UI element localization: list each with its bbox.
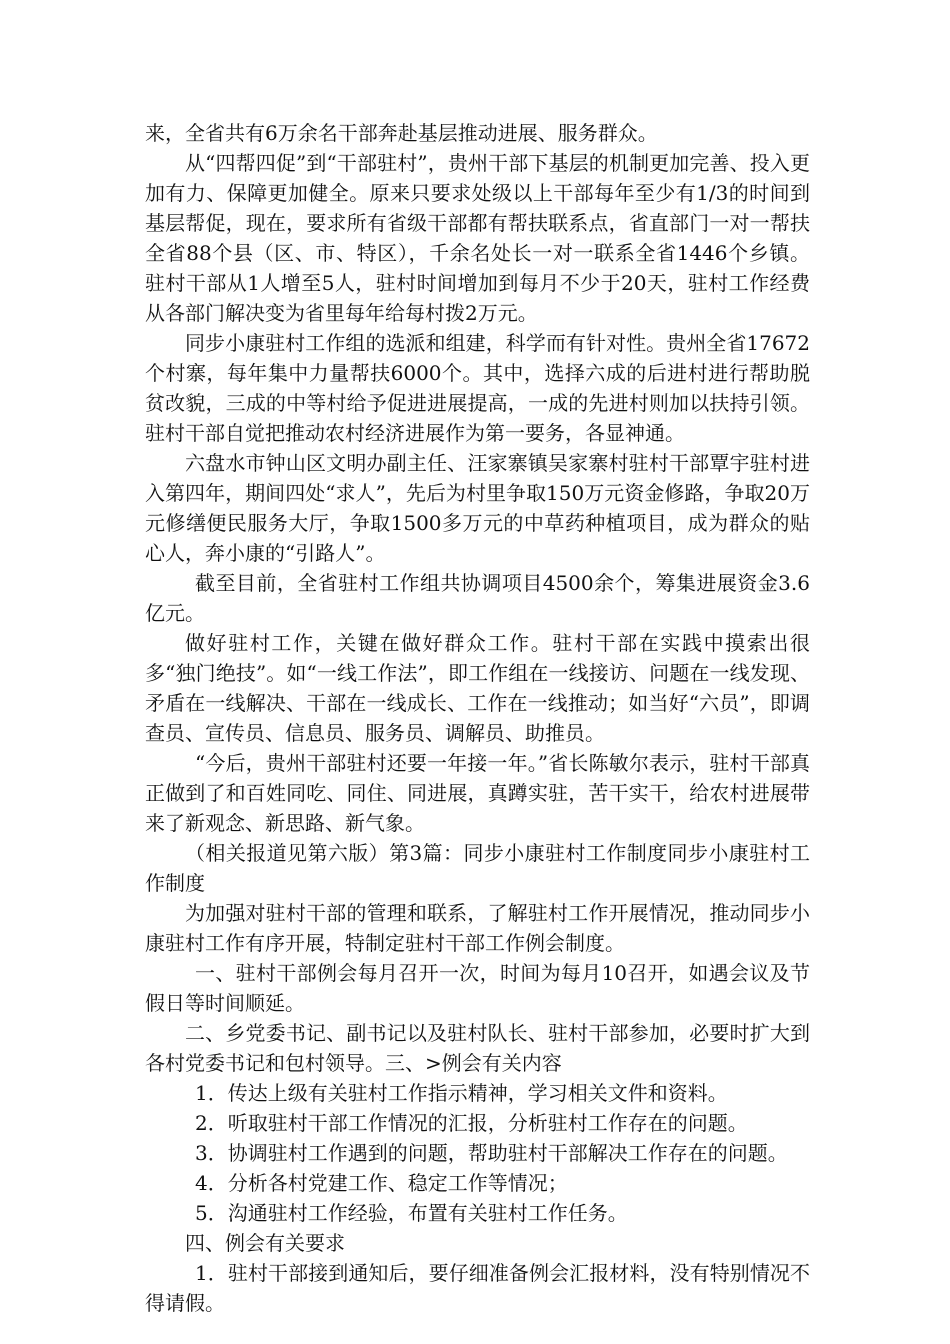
list-item-2: 2．听取驻村干部工作情况的汇报，分析驻村工作存在的问题。	[195, 1111, 748, 1135]
paragraph-10: 一、驻村干部例会每月召开一次，时间为每月10召开，如遇会议及节假日等时间顺延。	[145, 961, 810, 1015]
paragraph-3: 同步小康驻村工作组的选派和组建，科学而有针对性。贵州全省17672个村寨，每年集中力量帮扶6000个。其中，选择六成的后进村进行帮助脱贫改貌，三成的中等村给予促进进展提高，一成的先进村则加以扶持引领。驻村干部自觉把推动农村经济进展作为第一要务，各显神通。	[145, 331, 810, 445]
list-item-4: 4．分析各村党建工作、稳定工作等情况；	[195, 1171, 568, 1195]
requirement-item-1: 1．驻村干部接到通知后，要仔细准备例会汇报材料，没有特别情况不得请假。	[145, 1261, 810, 1315]
paragraph-8: （相关报道见第六版）第3篇：同步小康驻村工作制度同步小康驻村工作制度	[145, 841, 810, 895]
paragraph-4: 六盘水市钟山区文明办副主任、汪家寨镇吴家寨村驻村干部覃宇驻村进入第四年，期间四处“求人”，先后为村里争取150万元资金修路，争取20万元修缮便民服务大厅，争取1500多万元的中草药种植项目，成为群众的贴心人，奔小康的“引路人”。	[145, 451, 810, 565]
list-item-1: 1．传达上级有关驻村工作指示精神，学习相关文件和资料。	[195, 1081, 728, 1105]
list-item-5: 5．沟通驻村工作经验，布置有关驻村工作任务。	[195, 1201, 628, 1225]
section-heading: 四、例会有关要求	[185, 1231, 345, 1255]
paragraph-5: 截至目前，全省驻村工作组共协调项目4500余个，筹集进展资金3.6亿元。	[145, 571, 810, 625]
paragraph-1: 来，全省共有6万余名干部奔赴基层推动进展、服务群众。	[145, 121, 658, 145]
document-body	[145, 118, 810, 1318]
paragraph-11: 二、乡党委书记、副书记以及驻村队长、驻村干部参加，必要时扩大到各村党委书记和包村领导。三、>例会有关内容	[145, 1021, 810, 1075]
paragraph-6: 做好驻村工作，关键在做好群众工作。驻村干部在实践中摸索出很多“独门绝技”。如“一线工作法”，即工作组在一线接访、问题在一线发现、矛盾在一线解决、干部在一线成长、工作在一线推动；如当好“六员”，即调查员、宣传员、信息员、服务员、调解员、助推员。	[145, 631, 810, 745]
list-item-3: 3．协调驻村工作遇到的问题，帮助驻村干部解决工作存在的问题。	[195, 1141, 788, 1165]
paragraph-2: 从“四帮四促”到“干部驻村”，贵州干部下基层的机制更加完善、投入更加有力、保障更加健全。原来只要求处级以上干部每年至少有1/3的时间到基层帮促，现在，要求所有省级干部都有帮扶联系点，省直部门一对一帮扶全省88个县（区、市、特区），千余名处长一对一联系全省1446个乡镇。驻村干部从1人增至5人，驻村时间增加到每月不少于20天，驻村工作经费从各部门解决变为省里每年给每村拨2万元。	[145, 151, 810, 325]
paragraph-7: “今后，贵州干部驻村还要一年接一年。”省长陈敏尔表示，驻村干部真正做到了和百姓同吃、同住、同进展，真蹲实驻，苦干实干，给农村进展带来了新观念、新思路、新气象。	[145, 751, 810, 835]
paragraph-9: 为加强对驻村干部的管理和联系，了解驻村工作开展情况，推动同步小康驻村工作有序开展，特制定驻村干部工作例会制度。	[145, 901, 810, 955]
